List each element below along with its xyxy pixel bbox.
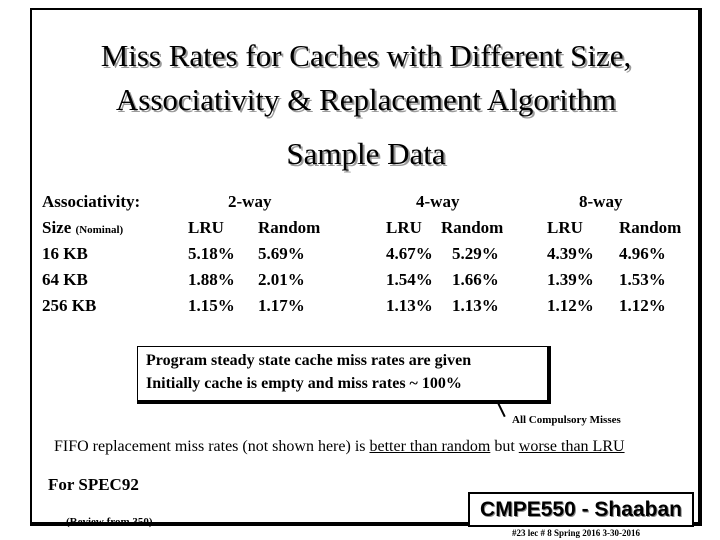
- table-cell: 4.96%: [619, 244, 666, 263]
- fifo-note: [54, 437, 625, 457]
- table-cell: 5.69%: [258, 244, 305, 263]
- table-cell: 1.13%: [386, 296, 433, 315]
- spec-note: For SPEC92: [48, 475, 139, 494]
- row-size-64kb: 64 KB: [42, 270, 88, 289]
- table-cell: 1.12%: [547, 296, 594, 315]
- group-header-8way: 8-way: [579, 192, 623, 211]
- table-cell: 5.29%: [452, 244, 499, 263]
- group-header-4way: 4-way: [416, 192, 460, 211]
- slide-meta: #23 lec # 8 Spring 2016 3-30-2016: [512, 528, 640, 538]
- table-cell: 5.18%: [188, 244, 235, 263]
- subheader-random-8way: Random: [619, 218, 682, 237]
- table-cell: 2.01%: [258, 270, 305, 289]
- fifo-note-prefix: FIFO replacement miss rates (not shown here) is: [54, 438, 370, 455]
- subheader-random-4way: Random: [441, 218, 504, 237]
- fifo-better-text: better than random: [369, 438, 491, 455]
- associativity-label: Associativity:: [42, 192, 141, 211]
- note-line-2: Initially cache is empty and miss rates ~ 100%: [146, 375, 462, 392]
- review-note: (Review from 350): [66, 516, 153, 528]
- table-cell: 1.17%: [258, 296, 305, 315]
- size-label-note: (Nominal): [75, 224, 124, 236]
- steady-state-note-box: [137, 346, 551, 404]
- table-cell: 1.53%: [619, 270, 666, 289]
- compulsory-misses-callout: All Compulsory Misses: [512, 414, 621, 426]
- row-size-16kb: 16 KB: [42, 244, 88, 263]
- table-cell: 4.67%: [386, 244, 433, 263]
- table-cell: 1.54%: [386, 270, 433, 289]
- slide-title-line-2: Associativity & Replacement Algorithm: [115, 82, 617, 117]
- table-cell: 1.15%: [188, 296, 235, 315]
- slide-title-line-1: Miss Rates for Caches with Different Size,: [100, 38, 632, 73]
- table-cell: 1.39%: [547, 270, 594, 289]
- subheader-lru-8way: LRU: [547, 218, 583, 237]
- subheader-lru-2way: LRU: [188, 218, 224, 237]
- course-brand-box: CMPE550 - Shaaban: [468, 492, 694, 527]
- size-label: [42, 218, 123, 240]
- table-cell: 1.13%: [452, 296, 499, 315]
- size-label-text: Size: [42, 218, 72, 237]
- table-cell: 1.12%: [619, 296, 666, 315]
- group-header-2way: 2-way: [228, 192, 272, 211]
- slide-subtitle: Sample Data: [286, 136, 446, 171]
- subheader-lru-4way: LRU: [386, 218, 422, 237]
- table-cell: 4.39%: [547, 244, 594, 263]
- table-cell: 1.66%: [452, 270, 499, 289]
- fifo-note-middle: but: [490, 438, 519, 455]
- fifo-worse-text: worse than LRU: [518, 438, 625, 455]
- row-size-256kb: 256 KB: [42, 296, 97, 315]
- table-cell: 1.88%: [188, 270, 235, 289]
- subheader-random-2way: Random: [258, 218, 321, 237]
- note-line-1: Program steady state cache miss rates are given: [146, 352, 472, 369]
